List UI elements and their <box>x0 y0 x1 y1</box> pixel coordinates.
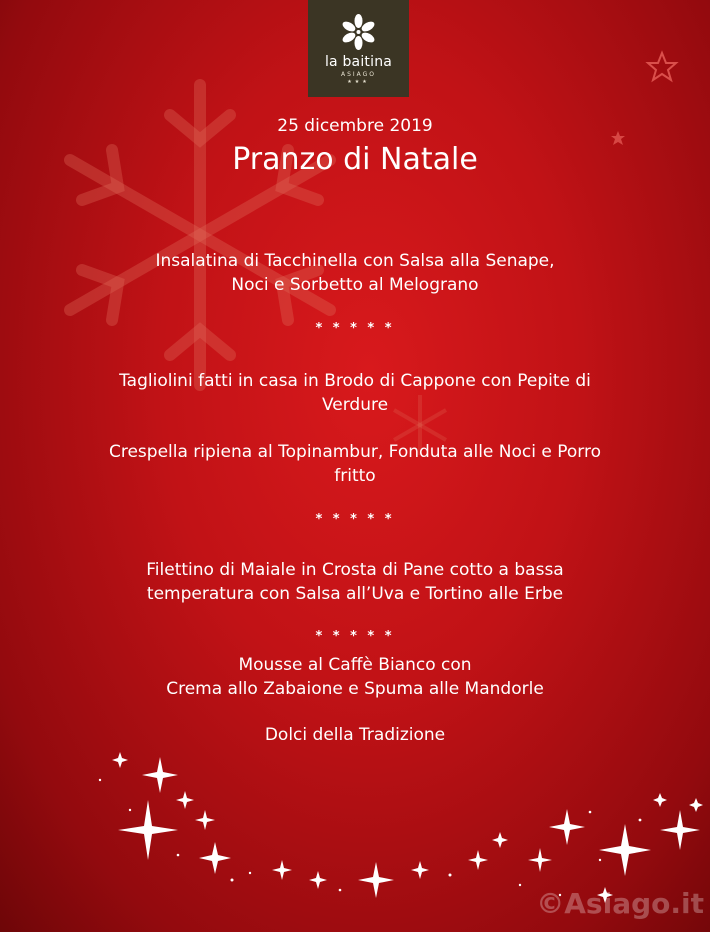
course-line: Insalatina di Tacchinella con Salsa alla Senape, <box>155 251 555 271</box>
sparkle-icon <box>195 810 215 830</box>
sparkle-icon <box>142 757 178 793</box>
course-line: Verdure <box>321 395 389 415</box>
sparkle-icon <box>528 848 552 872</box>
sparkle-icon <box>199 842 231 874</box>
sparkle-icon <box>176 791 194 809</box>
sparkle-icon <box>118 800 178 860</box>
course-line: temperatura con Salsa all’Uva e Tortino alle Erbe <box>146 584 564 604</box>
sparkle-icon <box>492 832 508 848</box>
course-line: fritto <box>334 466 376 486</box>
sparkle-icon <box>272 860 292 880</box>
watermark: ©Asiago.it <box>536 887 704 920</box>
menu-date: 25 dicembre 2019 <box>277 116 433 136</box>
menu-title: Pranzo di Natale <box>232 142 478 177</box>
separator: * * * * * <box>315 512 395 527</box>
course-line: Filettino di Maiale in Crosta di Pane cotto a bassa <box>146 560 564 580</box>
course-line: Tagliolini fatti in casa in Brodo di Cappone con Pepite di <box>119 371 591 391</box>
course-line: Crema allo Zabaione e Spuma alle Mandorle <box>166 679 544 699</box>
course-line: Dolci della Tradizione <box>264 725 446 745</box>
sparkle-icon <box>112 752 128 768</box>
logo-town: ASIAGO <box>340 71 377 78</box>
separator: * * * * * <box>315 321 395 336</box>
sparkle-icon <box>660 810 700 850</box>
sparkle-icon <box>309 871 327 889</box>
sparkle-icon <box>468 850 488 870</box>
sparkle-group <box>99 752 703 903</box>
separator: * * * * * <box>315 629 395 644</box>
restaurant-logo <box>308 0 409 97</box>
sparkle-icon <box>653 793 667 807</box>
star-icon <box>648 53 676 80</box>
course-line: Crespella ripiena al Topinambur, Fonduta alle Noci e Porro <box>108 442 601 462</box>
course-line: Mousse al Caffè Bianco con <box>238 655 472 675</box>
course-line: Noci e Sorbetto al Melograno <box>231 275 479 295</box>
edelweiss-icon <box>341 14 376 50</box>
logo-stars: ★★★ <box>347 79 370 85</box>
sparkle-icon <box>549 809 585 845</box>
logo-name: la baitina <box>324 54 393 70</box>
sparkle-icon <box>599 824 651 876</box>
sparkle-icon <box>358 862 394 898</box>
sparkle-icon <box>689 798 703 812</box>
sparkle-icon <box>411 861 429 879</box>
